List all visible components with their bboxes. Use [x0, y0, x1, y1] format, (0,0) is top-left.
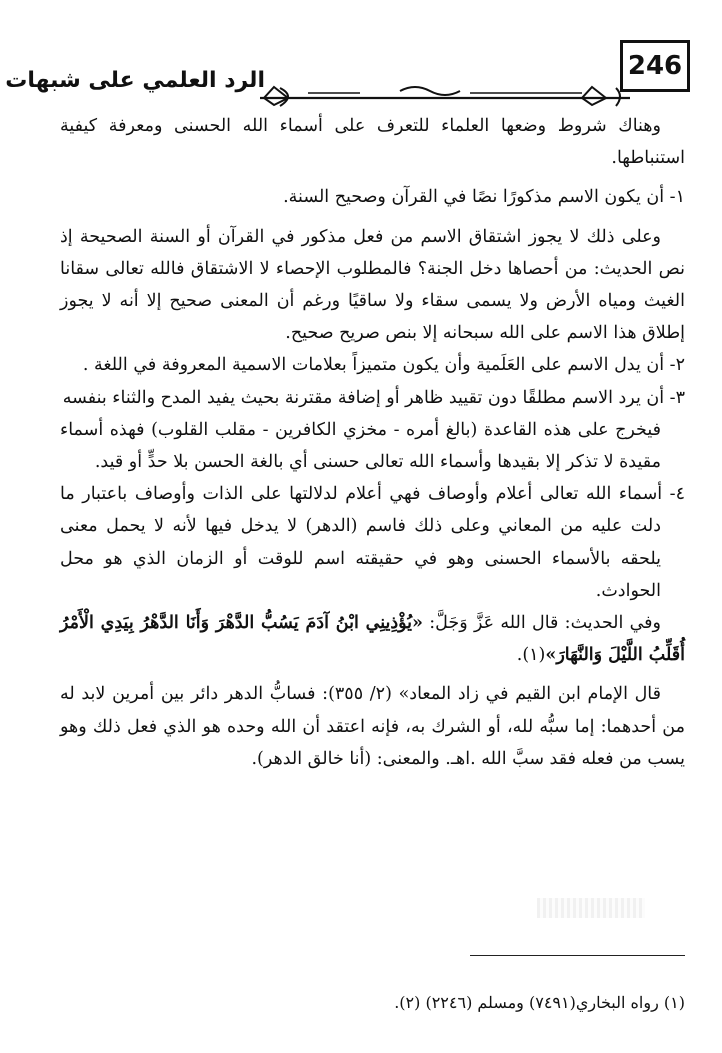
page-number: 246	[620, 40, 690, 92]
body-text	[60, 110, 685, 775]
scan-smudge	[537, 898, 645, 918]
condition-4: ٤- أسماء الله تعالى أعلام وأوصاف فهي أعلام لدلالتها على الذات وأوصاف باعتبار ما دلت عليه من المعاني وعلى ذلك فاسم (الدهر) لا يدخل فيها لأنه لا يحمل معنى يلحقه بالأسماء الحسنى وهو في حقيقته اسم للوقت أو الزمان الذي هو محل الحوادث.	[60, 484, 685, 601]
condition-1-explanation: وعلى ذلك لا يجوز اشتقاق الاسم من فعل مذكور في القرآن أو السنة الصحيحة إذ نص الحديث: من أحصاها دخل الجنة؟ فالمطلوب الإحصاء لا الاشتقاق فالله تعالى سقانا الغيث ومياه الأرض ولا يسمى سقاء ولا ساقيًا ورغم أن المعنى صحيح إلا أنه لا يجوز إطلاق هذا الاسم على الله سبحانه إلا بنص صريح صحيح.	[60, 226, 685, 344]
footnote-divider	[470, 955, 685, 956]
ibn-qayyim-paragraph: قال الإمام ابن القيم في زاد المعاد» (٢/ ٣٥٥): فسابُّ الدهر دائر بين أمرين لابد له من أحدهما: إما سبُّه لله، أو الشرك به، فإنه اعتقد أن الله وحده هو الذي فعل ذلك وهو يسب من فعله فقد سبَّ الله .اهـ. والمعنى: (أنا خالق الدهر).	[60, 684, 685, 769]
book-title: الرد العلمي على شبهات	[5, 68, 265, 93]
footnote-marker: (١).	[516, 645, 546, 666]
condition-1: ١- أن يكون الاسم مذكورًا نصًا في القرآن وصحيح السنة.	[283, 187, 685, 208]
footnote-1: (١) رواه البخاري(٧٤٩١) ومسلم (٢٢٤٦) (٢).	[394, 993, 685, 1012]
page-header	[5, 34, 690, 104]
hadith-paragraph	[60, 607, 685, 671]
condition-2: ٢- أن يدل الاسم على العَلَمية وأن يكون متميزاً بعلامات الاسمية المعروفة في اللغة .	[82, 355, 685, 376]
condition-3-explanation: فيخرج على هذه القاعدة (بالغ أمره - مخزي الكافرين - مقلب القلوب) فهذه أسماء مقيدة لا تذكر إلا بقيدها وأسماء الله تعالى حسنى أي بالغة الحسن بلا حدٍّ أو قيد.	[60, 419, 661, 473]
hadith-lead: وفي الحديث: قال الله عَزَّ وَجَلَّ:	[423, 613, 661, 634]
header-ornament-icon	[260, 84, 630, 108]
hadith-quote: «يُؤْذِينِي ابْنُ آدَمَ يَسُبُّ الدَّهْرَ وَأَنَا الدَّهْرُ بِيَدِي الْأَمْرُ أُقَلِّبُ اللَّيْلَ وَالنَّهَارَ»	[60, 613, 685, 666]
condition-3: ٣- أن يرد الاسم مطلقًا دون تقييد ظاهر أو إضافة مقترنة بحيث يفيد المدح والثناء بنفسه	[62, 387, 685, 408]
intro-paragraph: وهناك شروط وضعها العلماء للتعرف على أسماء الله الحسنى ومعرفة كيفية استنباطها.	[60, 116, 685, 169]
